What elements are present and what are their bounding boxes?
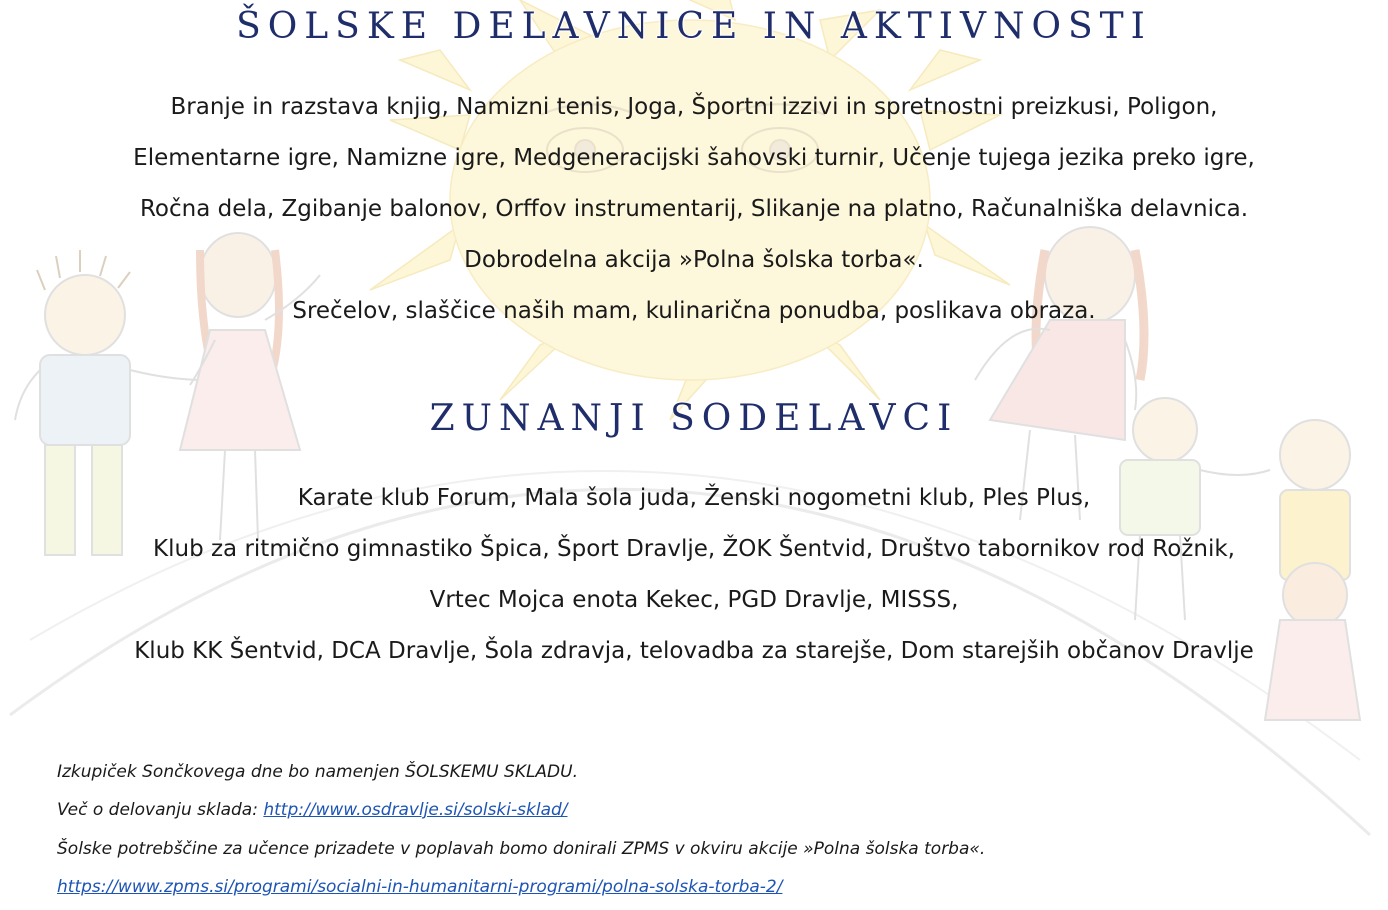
footer-fund-info — [57, 799, 568, 821]
footer-donation-link-line — [57, 876, 782, 898]
partners-heading: ZUNANJI SODELAVCI — [429, 398, 959, 439]
partners-line: Klub KK Šentvid, DCA Dravlje, Šola zdravja, telovadba za starejše, Dom starejših občanov Dravlje — [134, 638, 1254, 664]
activities-line: Ročna dela, Zgibanje balonov, Orffov instrumentarij, Slikanje na platno, Računalniška delavnica. — [139, 196, 1249, 222]
partners-line: Vrtec Mojca enota Kekec, PGD Dravlje, MISSS, — [429, 587, 959, 613]
activities-line: Elementarne igre, Namizne igre, Medgeneracijski šahovski turnir, Učenje tujega jezika preko igre, — [133, 145, 1255, 171]
partners-line: Karate klub Forum, Mala šola juda, Ženski nogometni klub, Ples Plus, — [297, 485, 1091, 511]
activities-line: Dobrodelna akcija »Polna šolska torba«. — [464, 247, 924, 273]
footer-donation-note: Šolske potrebščine za učence prizadete v poplavah bomo donirali ZPMS v okviru akcije »Polna šolska torba«. — [57, 839, 986, 859]
zpms-link[interactable]: https://www.zpms.si/programi/socialni-in-humanitarni-programi/polna-solska-torba-2/ — [57, 877, 783, 897]
activities-line: Srečelov, slaščice naših mam, kulinarična ponudba, poslikava obraza. — [292, 298, 1096, 324]
activities-line: Branje in razstava knjig, Namizni tenis, Joga, Športni izzivi in spretnostni preizkusi, Poligon, — [170, 94, 1218, 120]
footer-fund-info-label: Več o delovanju sklada: — [57, 800, 264, 820]
partners-line: Klub za ritmično gimnastiko Špica, Šport Dravlje, ŽOK Šentvid, Društvo tabornikov rod Rožnik, — [153, 536, 1235, 562]
fund-link[interactable]: http://www.osdravlje.si/solski-sklad/ — [263, 800, 568, 820]
footer-fund-note: Izkupiček Sončkovega dne bo namenjen ŠOLSKEMU SKLADU. — [57, 762, 578, 782]
activities-heading: ŠOLSKE DELAVNICE IN AKTIVNOSTI — [236, 6, 1152, 47]
